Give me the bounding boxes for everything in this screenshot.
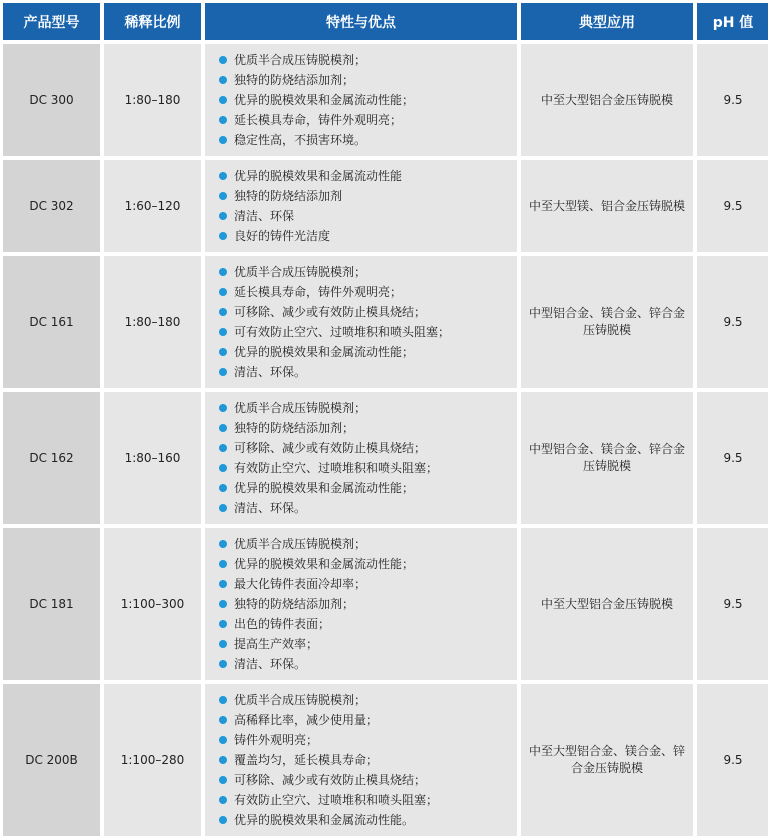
- ph-cell: 9.5: [697, 256, 768, 388]
- application-cell: 中型铝合金、镁合金、锌合金压铸脱模: [521, 392, 693, 524]
- header-features: 特性与优点: [205, 3, 517, 40]
- ph-cell: 9.5: [697, 44, 768, 156]
- feature-item: 清洁、环保。: [219, 362, 517, 382]
- feature-item: 优异的脱模效果和金属流动性能；: [219, 554, 517, 574]
- feature-item: 延长模具寿命，铸件外观明亮；: [219, 282, 517, 302]
- feature-item: 延长模具寿命，铸件外观明亮；: [219, 110, 517, 130]
- feature-item: 独特的防烧结添加剂；: [219, 70, 517, 90]
- feature-item: 稳定性高，不损害环境。: [219, 130, 517, 150]
- header-application: 典型应用: [521, 3, 693, 40]
- table-row: [3, 160, 768, 252]
- features-cell: [205, 160, 517, 252]
- features-cell: [205, 684, 517, 836]
- feature-item: 铸件外观明亮；: [219, 730, 517, 750]
- feature-list: [219, 50, 517, 150]
- feature-item: 清洁、环保: [219, 206, 517, 226]
- feature-item: 可移除、减少或有效防止模具烧结；: [219, 438, 517, 458]
- ph-cell: 9.5: [697, 392, 768, 524]
- model-cell: DC 302: [3, 160, 100, 252]
- feature-item: 高稀释比率，减少使用量；: [219, 710, 517, 730]
- feature-item: 出色的铸件表面；: [219, 614, 517, 634]
- table-row: [3, 684, 768, 836]
- dilution-cell: 1:100–300: [104, 528, 201, 680]
- feature-item: 提高生产效率；: [219, 634, 517, 654]
- feature-item: 覆盖均匀，延长模具寿命；: [219, 750, 517, 770]
- feature-list: [219, 166, 517, 246]
- feature-item: 有效防止空穴、过喷堆积和喷头阻塞；: [219, 458, 517, 478]
- feature-item: 独特的防烧结添加剂: [219, 186, 517, 206]
- application-cell: 中型铝合金、镁合金、锌合金压铸脱模: [521, 256, 693, 388]
- feature-item: 有效防止空穴、过喷堆积和喷头阻塞；: [219, 790, 517, 810]
- table-row: [3, 528, 768, 680]
- feature-item: 优异的脱模效果和金属流动性能；: [219, 478, 517, 498]
- feature-list: [219, 262, 517, 382]
- feature-item: 可有效防止空穴、过喷堆积和喷头阻塞；: [219, 322, 517, 342]
- table-row: [3, 44, 768, 156]
- header-dilution: 稀释比例: [104, 3, 201, 40]
- table-row: [3, 392, 768, 524]
- features-cell: [205, 528, 517, 680]
- features-cell: [205, 392, 517, 524]
- application-cell: 中至大型铝合金压铸脱模: [521, 44, 693, 156]
- dilution-cell: 1:100–280: [104, 684, 201, 836]
- header-ph: pH 值: [697, 3, 768, 40]
- application-cell: 中至大型铝合金、镁合金、锌合金压铸脱模: [521, 684, 693, 836]
- feature-item: 优质半合成压铸脱模剂；: [219, 262, 517, 282]
- model-cell: DC 300: [3, 44, 100, 156]
- feature-item: 独特的防烧结添加剂；: [219, 594, 517, 614]
- application-cell: 中至大型镁、铝合金压铸脱模: [521, 160, 693, 252]
- dilution-cell: 1:80–160: [104, 392, 201, 524]
- ph-cell: 9.5: [697, 528, 768, 680]
- feature-item: 优异的脱模效果和金属流动性能。: [219, 810, 517, 830]
- feature-item: 可移除、减少或有效防止模具烧结；: [219, 302, 517, 322]
- feature-item: 清洁、环保。: [219, 498, 517, 518]
- feature-item: 独特的防烧结添加剂；: [219, 418, 517, 438]
- feature-item: 优质半合成压铸脱模剂；: [219, 534, 517, 554]
- feature-list: [219, 534, 517, 674]
- dilution-cell: 1:60–120: [104, 160, 201, 252]
- feature-list: [219, 690, 517, 830]
- feature-item: 最大化铸件表面冷却率；: [219, 574, 517, 594]
- feature-item: 优质半合成压铸脱模剂；: [219, 690, 517, 710]
- table-body: [3, 44, 768, 836]
- model-cell: DC 162: [3, 392, 100, 524]
- header-row: [3, 3, 768, 40]
- table-row: [3, 256, 768, 388]
- feature-item: 优异的脱模效果和金属流动性能；: [219, 90, 517, 110]
- features-cell: [205, 256, 517, 388]
- ph-cell: 9.5: [697, 160, 768, 252]
- feature-item: 优异的脱模效果和金属流动性能；: [219, 342, 517, 362]
- feature-list: [219, 398, 517, 518]
- feature-item: 可移除、减少或有效防止模具烧结；: [219, 770, 517, 790]
- feature-item: 优异的脱模效果和金属流动性能: [219, 166, 517, 186]
- feature-item: 优质半合成压铸脱模剂；: [219, 50, 517, 70]
- feature-item: 良好的铸件光洁度: [219, 226, 517, 246]
- header-model: 产品型号: [3, 3, 100, 40]
- model-cell: DC 161: [3, 256, 100, 388]
- ph-cell: 9.5: [697, 684, 768, 836]
- model-cell: DC 200B: [3, 684, 100, 836]
- model-cell: DC 181: [3, 528, 100, 680]
- application-cell: 中至大型铝合金压铸脱模: [521, 528, 693, 680]
- features-cell: [205, 44, 517, 156]
- dilution-cell: 1:80–180: [104, 256, 201, 388]
- feature-item: 清洁、环保。: [219, 654, 517, 674]
- dilution-cell: 1:80–180: [104, 44, 201, 156]
- feature-item: 优质半合成压铸脱模剂；: [219, 398, 517, 418]
